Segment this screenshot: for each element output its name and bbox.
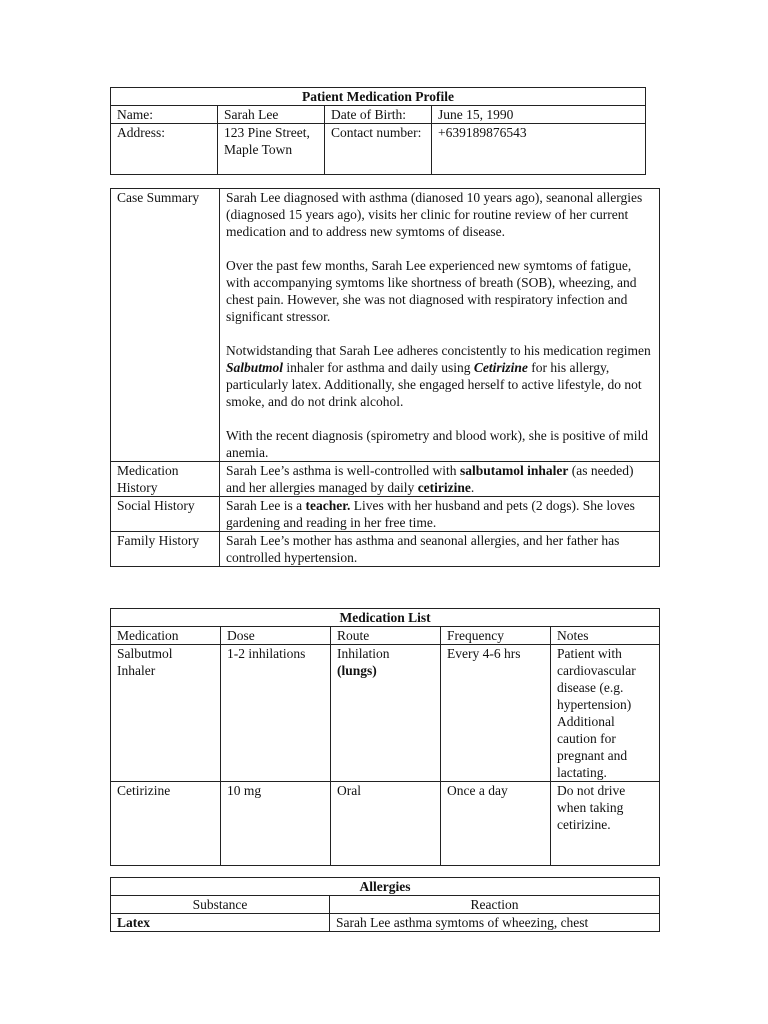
med-frequency: Once a day: [441, 782, 551, 866]
medication-list-title: Medication List: [111, 609, 660, 627]
table-row: [111, 645, 660, 782]
med-notes: Patient with cardiovascular disease (e.g. hypertension) Additional caution for pregnant and lactating.: [551, 645, 660, 782]
medication-history-text: Sarah Lee’s asthma is well-controlled with salbutamol inhaler (as needed) and her allergies managed by daily cetirizine.: [220, 462, 660, 497]
patient-contact: +639189876543: [432, 124, 646, 175]
med-route: Inhilation (lungs): [331, 645, 441, 782]
header-route: Route: [331, 627, 441, 645]
allergy-reaction: Sarah Lee asthma symtoms of wheezing, chest: [330, 914, 660, 932]
patient-address: 123 Pine Street, Maple Town: [218, 124, 325, 175]
header-notes: Notes: [551, 627, 660, 645]
patient-profile-table: [110, 87, 646, 175]
med-route: Oral: [331, 782, 441, 866]
family-history-label: Family History: [111, 532, 220, 567]
medication-list-table: [110, 608, 660, 866]
name-label: Name:: [111, 106, 218, 124]
allergies-title: Allergies: [111, 878, 660, 896]
header-frequency: Frequency: [441, 627, 551, 645]
header-medication: Medication: [111, 627, 221, 645]
contact-label: Contact number:: [325, 124, 432, 175]
header-dose: Dose: [221, 627, 331, 645]
social-history-text: Sarah Lee is a teacher. Lives with her husband and pets (2 dogs). She loves gardening and reading in her free time.: [220, 497, 660, 532]
address-label: Address:: [111, 124, 218, 175]
med-notes: Do not drive when taking cetirizine.: [551, 782, 660, 866]
allergies-table: [110, 877, 660, 932]
case-summary-text: [220, 189, 660, 462]
profile-title: Patient Medication Profile: [111, 88, 646, 106]
family-history-text: Sarah Lee’s mother has asthma and seanonal allergies, and her father has controlled hypertension.: [220, 532, 660, 567]
table-row: [111, 782, 660, 866]
med-name: Cetirizine: [111, 782, 221, 866]
med-frequency: Every 4-6 hrs: [441, 645, 551, 782]
case-paragraph-1: Sarah Lee diagnosed with asthma (dianosed 10 years ago), seanonal allergies (diagnosed 15 years ago), visits her clinic for routine review of her current medication and to address new symtoms of disease.: [226, 190, 643, 239]
header-substance: Substance: [111, 896, 330, 914]
allergy-substance: Latex: [111, 914, 330, 932]
case-paragraph-2: Over the past few months, Sarah Lee experienced new symtoms of fatigue, with accompanying symtoms like shortness of breath (SOB), wheezing, and chest pain. However, she was not diagnosed with respiratory infection and significant stressor.: [226, 258, 637, 324]
med-dose: 10 mg: [221, 782, 331, 866]
header-reaction: Reaction: [330, 896, 660, 914]
med-name: Salbutmol Inhaler: [111, 645, 221, 782]
case-paragraph-4: With the recent diagnosis (spirometry and blood work), she is positive of mild anemia.: [226, 428, 649, 460]
case-paragraph-3: Notwidstanding that Sarah Lee adheres concistently to his medication regimen Salbutmol inhaler for asthma and daily using Cetirizine for his allergy, particularly latex. Additionally, she engaged herself to active lifestyle, do not smoke, and do not drink alcohol.: [226, 343, 651, 409]
case-summary-table: [110, 188, 660, 567]
patient-dob: June 15, 1990: [432, 106, 646, 124]
med-dose: 1-2 inhilations: [221, 645, 331, 782]
case-summary-label: Case Summary: [111, 189, 220, 462]
dob-label: Date of Birth:: [325, 106, 432, 124]
patient-name: Sarah Lee: [218, 106, 325, 124]
table-row: [111, 914, 660, 932]
medication-history-label: Medication History: [111, 462, 220, 497]
social-history-label: Social History: [111, 497, 220, 532]
